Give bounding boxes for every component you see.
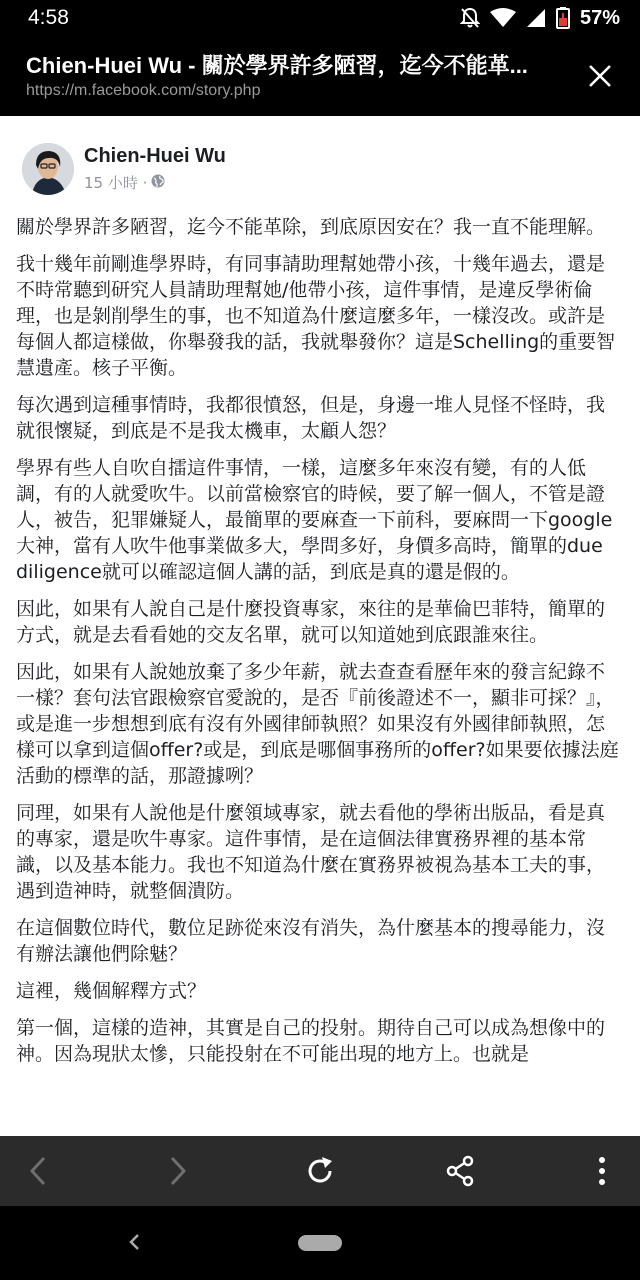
refresh-icon [304, 1155, 336, 1187]
system-nav-bar [0, 1206, 640, 1280]
page-title: Chien-Huei Wu - 關於學界許多陋習，迄今不能革... [26, 53, 528, 78]
system-back-icon [128, 1232, 140, 1252]
battery-percentage: 57% [579, 6, 620, 29]
home-pill-icon[interactable] [298, 1235, 342, 1251]
post-paragraph: 在這個數位時代，數位足跡從來沒有消失，為什麼基本的搜尋能力，沒有辦法讓他們除魅？ [16, 917, 606, 965]
close-button[interactable] [584, 60, 616, 92]
back-arrow-icon [28, 1156, 48, 1186]
forward-button[interactable] [148, 1136, 208, 1206]
back-button[interactable] [8, 1136, 68, 1206]
post-paragraph: 這裡，幾個解釋方式？ [16, 980, 207, 1002]
post-paragraph: 因此，如果有人說自己是什麼投資專家，來往的是華倫巴菲特，簡單的方式，就是去看看她的交友名單，就可以知道她到底跟誰來往。 [16, 598, 606, 646]
more-vert-icon [598, 1156, 606, 1186]
more-options-button[interactable] [572, 1136, 632, 1206]
browser-nav-bar [0, 1136, 640, 1206]
globe-icon [151, 174, 165, 192]
browser-title-bar [0, 36, 640, 116]
share-button[interactable] [430, 1136, 490, 1206]
mute-bell-icon [460, 7, 480, 29]
wifi-icon [490, 8, 516, 28]
post-content-area [0, 116, 640, 1136]
post-header [0, 116, 640, 200]
page-url[interactable]: https://m.facebook.com/story.php [26, 82, 261, 99]
post-paragraph: 我十幾年前剛進學界時，有同事請助理幫她帶小孩，十幾年過去，還是不時常聽到研究人員請助理幫她/他帶小孩，這件事情，是違反學術倫理，也是剝削學生的事，也不知道為什麼這麼多年，一樣沒改。或許是每個人都這樣做，你舉發我的話，我就舉發你？這是Schelling的重要智慧遺產。核子平衡。 [16, 253, 616, 379]
post-body [0, 200, 640, 1067]
status-time: 4:58 [28, 6, 69, 29]
avatar[interactable] [22, 143, 74, 195]
close-icon [588, 64, 612, 88]
share-icon [445, 1155, 475, 1187]
post-time[interactable]: 15 小時 · [84, 174, 148, 192]
author-name[interactable]: Chien-Huei Wu [84, 145, 226, 167]
battery-icon [556, 7, 570, 29]
status-icons [460, 7, 620, 30]
post-paragraph: 因此，如果有人說她放棄了多少年薪，就去查查看歷年來的發言紀錄不一樣？套句法官跟檢察官愛說的，是否『前後證述不一，顯非可採？』，或是進一步想想到底有沒有外國律師執照？如果沒有外國律師執照，怎樣可以拿到這個offer?或是，到底是哪個事務所的offer?如果要依據法庭活動的標準的話，那證據咧？ [16, 661, 619, 787]
post-meta [84, 172, 226, 193]
post-paragraph: 同理，如果有人說他是什麼領域專家，就去看他的學術出版品，看是真的專家，還是吹牛專家。這件事情，是在這個法律實務界裡的基本常識，以及基本能力。我也不知道為什麼在實務界被視為基本工夫的事，遇到造神時，就整個潰防。 [16, 802, 606, 902]
cellular-signal-icon [526, 8, 546, 28]
forward-arrow-icon [168, 1156, 188, 1186]
status-bar [0, 0, 640, 36]
author-info [84, 145, 226, 193]
post-paragraph: 關於學界許多陋習，迄今不能革除，到底原因安在？我一直不能理解。 [16, 216, 606, 238]
system-back-button[interactable] [128, 1232, 140, 1256]
post-paragraph: 第一個，這樣的造神，其實是自己的投射。期待自己可以成為想像中的神。因為現狀太慘，只能投射在不可能出現的地方上。也就是 [16, 1017, 606, 1065]
refresh-button[interactable] [290, 1136, 350, 1206]
post-paragraph: 學界有些人自吹自擂這件事情，一樣，這麼多年來沒有變，有的人低調，有的人就愛吹牛。以前當檢察官的時候，要了解一個人，不管是證人，被告，犯罪嫌疑人，最簡單的要麻查一下前科，要麻問一下google大神，當有人吹牛他事業做多大，學問多好，身價多高時，簡單的due diligence就可以確認這個人講的話，到底是真的還是假的。 [16, 457, 613, 583]
post-paragraph: 每次遇到這種事情時，我都很憤怒，但是，身邊一堆人見怪不怪時，我就很懷疑，到底是不是我太機車，太顧人怨？ [16, 394, 606, 442]
